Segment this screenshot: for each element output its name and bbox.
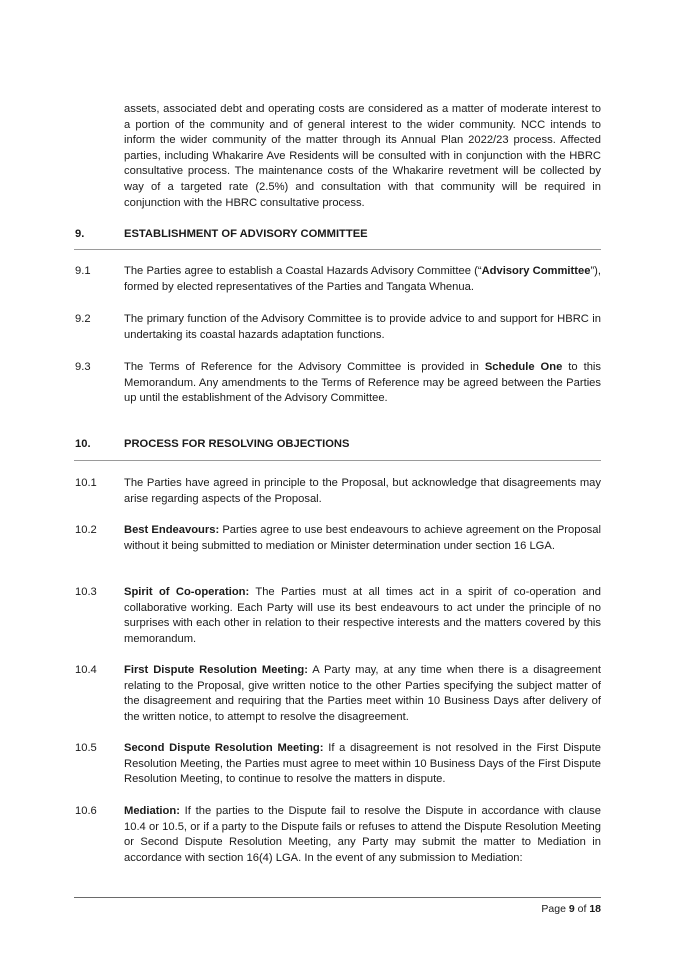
section-9-divider <box>74 249 601 250</box>
clause-10-2-heading: Best Endeavours: <box>124 524 220 536</box>
section-9-number: 9. <box>75 228 85 240</box>
section-10-number: 10. <box>75 438 91 450</box>
section-9-title: ESTABLISHMENT OF ADVISORY COMMITTEE <box>124 228 368 240</box>
clause-9-3-number: 9.3 <box>75 361 91 373</box>
clause-9-1-text <box>124 264 601 295</box>
clause-10-6-text <box>124 804 601 866</box>
clause-9-3-pre: The Terms of Reference for the Advisory Committee is provided in <box>124 361 485 373</box>
clause-10-1-text: The Parties have agreed in principle to the Proposal, but acknowledge that disagreements may arise regarding aspects of the Proposal. <box>124 477 601 505</box>
clause-9-1-number: 9.1 <box>75 265 91 277</box>
clause-9-3-text <box>124 360 601 407</box>
clause-9-1-post: ”), formed by elected representatives of the Parties and Tangata Whenua. <box>124 265 601 293</box>
page-current: 9 <box>568 903 575 915</box>
clause-10-3-body: The Parties must at all times act in a spirit of co-operation and collaborative working. Each Party will use its best endeavours to act under the principle of no surprises with each other in relation to their respective interests and the matters covered by this memorandum. <box>124 586 601 645</box>
page-number <box>541 903 601 915</box>
clause-9-3-post: to this Memorandum. Any amendments to the Terms of Reference may be agreed between the Parties up until the establishment of the Advisory Committee. <box>124 361 601 405</box>
clause-10-6-heading: Mediation: <box>124 805 180 817</box>
section-10-divider <box>74 460 601 461</box>
page-of-label: of <box>574 903 590 915</box>
clause-10-5-number: 10.5 <box>75 742 97 754</box>
clause-9-2-text: The primary function of the Advisory Committee is to provide advice to and support for HBRC in undertaking its coastal hazards adaptation functions. <box>124 313 601 341</box>
clause-10-2-body: Parties agree to use best endeavours to achieve agreement on the Proposal without it being submitted to mediation or Minister determination under section 16 LGA. <box>124 524 601 552</box>
clause-10-4-text <box>124 663 601 725</box>
clause-10-6-number: 10.6 <box>75 805 97 817</box>
clause-10-6-body: If the parties to the Dispute fail to resolve the Dispute in accordance with clause 10.4 or 10.5, or if a party to the Dispute fails or refuses to attend the Dispute Resolution Meeting or Second Dispute Resolution Meeting, any Party may submit the matter to Mediation in accordance with section 16(4) LGA. In the event of any submission to Mediation: <box>124 805 601 864</box>
clause-9-2-number: 9.2 <box>75 313 91 325</box>
clause-10-3-number: 10.3 <box>75 586 97 598</box>
clause-10-5-body: If a disagreement is not resolved in the First Dispute Resolution Meeting, the Parties must agree to meet within 10 Business Days of the First Dispute Resolution Meeting, to continue to resolve the matters in dispute. <box>124 742 602 786</box>
clause-10-5-text <box>124 741 601 788</box>
clause-9-3-bold: Schedule One <box>484 361 563 373</box>
clause-10-3-text <box>124 585 601 647</box>
clause-10-2-number: 10.2 <box>75 524 97 536</box>
page-label: Page <box>541 903 569 915</box>
clause-10-4-body: A Party may, at any time when there is a disagreement relating to the Proposal, give written notice to the other Parties specifying the subject matter of the disagreement and requiring that the Parties meet within 10 Business Days after delivery of the written notice, to attempt to resolve the disagreement. <box>124 664 601 723</box>
clause-10-2-text <box>124 523 601 554</box>
clause-10-1-number: 10.1 <box>75 477 97 489</box>
clause-9-1-bold: Advisory Committee <box>481 265 591 277</box>
page-total: 18 <box>589 903 601 915</box>
clause-10-4-heading: First Dispute Resolution Meeting: <box>124 664 308 676</box>
clause-10-4-number: 10.4 <box>75 664 97 676</box>
clause-10-5-heading: Second Dispute Resolution Meeting: <box>124 742 324 754</box>
clause-9-1-pre: The Parties agree to establish a Coastal Hazards Advisory Committee (“ <box>124 265 482 277</box>
footer-divider <box>74 897 601 898</box>
clause-10-3-heading: Spirit of Co-operation: <box>124 586 250 598</box>
section-10-title: PROCESS FOR RESOLVING OBJECTIONS <box>124 438 350 450</box>
intro-paragraph: assets, associated debt and operating costs are considered as a matter of moderate interest to a portion of the community and of general interest to the wider community. NCC intends to inform the wider community of the matter through its Annual Plan 2022/23 process. Affected parties, including Whakarire Ave Residents will be consulted with in conjunction with the HBRC consultative process. The maintenance costs of the Whakarire revetment will be collected by way of a targeted rate (2.5%) and consultation with that community will be required in conjunction with the HBRC consultative process. <box>124 103 601 209</box>
